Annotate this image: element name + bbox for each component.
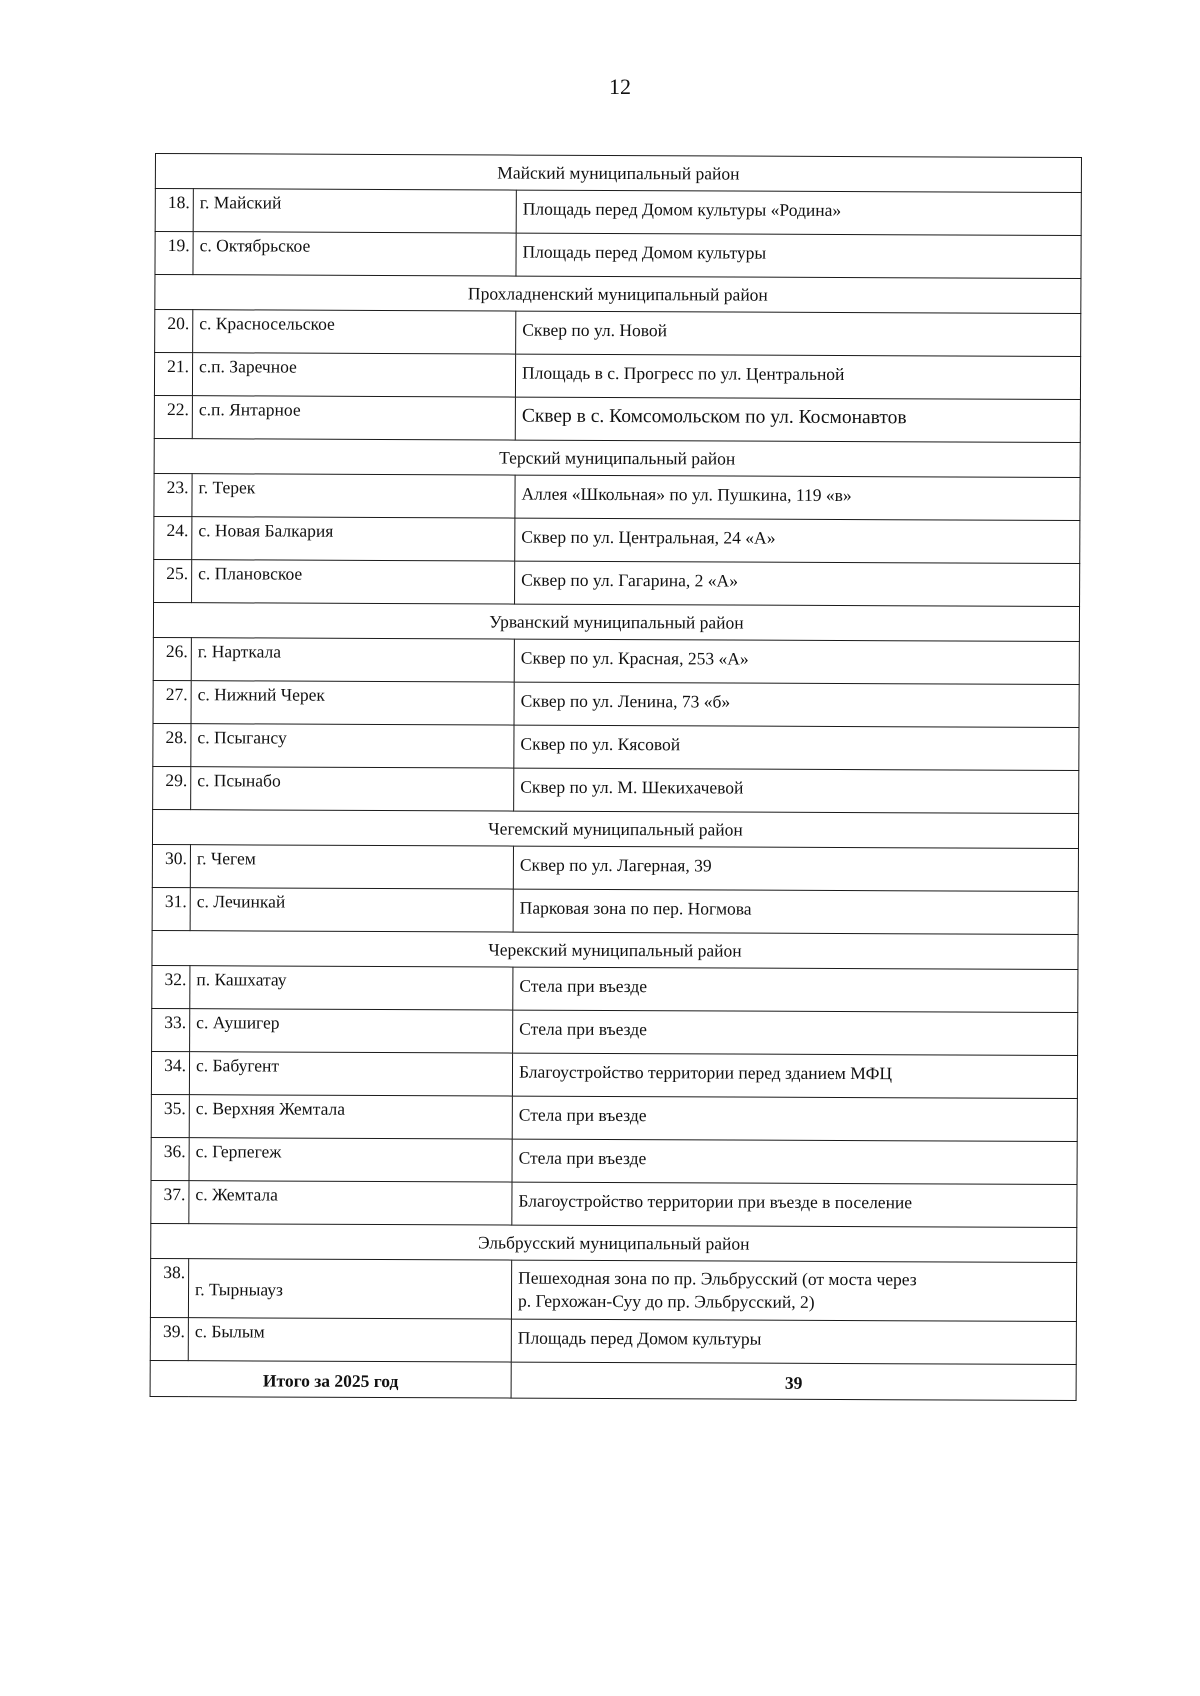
row-number: 35. <box>151 1094 189 1137</box>
settlement-cell: с. Былым <box>188 1318 511 1362</box>
section-header-row <box>152 930 1078 969</box>
section-header-row <box>154 438 1080 477</box>
section-header-row <box>153 602 1079 641</box>
row-number: 22. <box>154 395 192 438</box>
total-label: Итого за 2025 год <box>150 1360 511 1398</box>
objects-table <box>150 153 1082 1401</box>
section-header-row <box>152 809 1078 848</box>
settlement-cell: с. Плановское <box>192 560 515 604</box>
table-row <box>151 1180 1077 1227</box>
row-number: 38. <box>150 1258 188 1317</box>
row-number: 39. <box>150 1317 188 1360</box>
site-cell: Благоустройство территории при въезде в поселение <box>512 1182 1077 1227</box>
total-value: 39 <box>511 1362 1076 1400</box>
row-number: 20. <box>155 310 193 353</box>
settlement-cell: с. Жемтала <box>189 1181 512 1225</box>
site-line: Пешеходная зона по пр. Эльбрусский (от моста через <box>518 1267 917 1290</box>
site-cell: Стела при въезде <box>512 1096 1077 1141</box>
page-number: 12 <box>609 74 631 99</box>
table-row <box>153 723 1079 770</box>
site-cell: Сквер в с. Комсомольском по ул. Космонавтов <box>515 397 1080 442</box>
table-row <box>155 189 1081 236</box>
settlement-cell: г. Терек <box>192 474 515 518</box>
table-row <box>152 1008 1078 1055</box>
site-cell: Аллея «Школьная» по ул. Пушкина, 119 «в» <box>515 475 1080 520</box>
settlement-cell: с. Новая Балкария <box>192 517 515 561</box>
section-title: Терский муниципальный район <box>154 438 1080 477</box>
section-title: Прохладненский муниципальный район <box>155 275 1081 314</box>
table-row <box>151 1051 1077 1098</box>
settlement-cell: с.п. Заречное <box>192 353 515 397</box>
site-cell: Сквер по ул. Кясовой <box>514 725 1079 770</box>
settlement-cell: с. Бабугент <box>189 1052 512 1096</box>
table-row <box>154 473 1080 520</box>
table-row <box>152 844 1078 891</box>
table-row <box>153 680 1079 727</box>
site-cell: Сквер по ул. Красная, 253 «А» <box>514 639 1079 684</box>
section-title: Эльбрусский муниципальный район <box>151 1223 1077 1262</box>
site-cell: Сквер по ул. Гагарина, 2 «А» <box>515 561 1080 606</box>
site-cell: Стела при въезде <box>513 1010 1078 1055</box>
row-number: 27. <box>153 680 191 723</box>
site-cell: Сквер по ул. Лагерная, 39 <box>513 846 1078 891</box>
table-row <box>155 232 1081 279</box>
settlement-cell: г. Чегем <box>190 845 513 889</box>
section-header-row <box>155 154 1081 193</box>
site-cell: Сквер по ул. Ленина, 73 «б» <box>514 682 1079 727</box>
row-number: 24. <box>154 516 192 559</box>
table-row <box>155 310 1081 357</box>
section-header-row <box>155 275 1081 314</box>
settlement-cell: с. Верхняя Жемтала <box>189 1095 512 1139</box>
total-row <box>150 1360 1076 1400</box>
row-number: 37. <box>151 1180 189 1223</box>
settlement-cell: с. Нижний Черек <box>191 681 514 725</box>
table-row <box>154 516 1080 563</box>
site-cell: Сквер по ул. Центральная, 24 «А» <box>515 518 1080 563</box>
site-cell: Благоустройство территории перед зданием МФЦ <box>512 1053 1077 1098</box>
row-number: 21. <box>154 353 192 396</box>
row-number: 23. <box>154 473 192 516</box>
settlement-cell: с. Красносельское <box>193 310 516 354</box>
table-row <box>154 559 1080 606</box>
section-title: Черекский муниципальный район <box>152 930 1078 969</box>
site-cell: Площадь перед Домом культуры «Родина» <box>516 190 1081 235</box>
table-row <box>152 965 1078 1012</box>
section-header-row <box>151 1223 1077 1262</box>
section-title: Майский муниципальный район <box>155 154 1081 193</box>
table-row <box>153 766 1079 813</box>
row-number: 33. <box>152 1008 190 1051</box>
site-cell: Сквер по ул. Новой <box>516 311 1081 356</box>
row-number: 31. <box>152 887 190 930</box>
table-row <box>153 637 1079 684</box>
settlement-cell: с.п. Янтарное <box>192 396 515 440</box>
settlement-cell: с. Лечинкай <box>190 888 513 932</box>
row-number: 36. <box>151 1137 189 1180</box>
settlement-cell: г. Тырныауз <box>188 1259 511 1319</box>
section-title: Чегемский муниципальный район <box>152 809 1078 848</box>
settlement-cell: с. Аушигер <box>190 1009 513 1053</box>
table-row <box>150 1258 1076 1321</box>
settlement-cell: г. Нарткала <box>191 638 514 682</box>
settlement-cell: с. Псыгансу <box>191 724 514 768</box>
site-cell: Сквер по ул. М. Шекихачевой <box>514 768 1079 813</box>
table-row <box>152 887 1078 934</box>
section-title: Урванский муниципальный район <box>153 602 1079 641</box>
site-cell: Площадь в с. Прогресс по ул. Центральной <box>515 354 1080 399</box>
row-number: 25. <box>154 559 192 602</box>
row-number: 34. <box>151 1051 189 1094</box>
row-number: 32. <box>152 965 190 1008</box>
site-cell: Стела при въезде <box>513 967 1078 1012</box>
row-number: 30. <box>152 844 190 887</box>
row-number: 19. <box>155 232 193 275</box>
site-line: р. Герхожан-Суу до пр. Эльбрусский, 2) <box>517 1290 815 1312</box>
table-row <box>154 395 1080 442</box>
settlement-cell: с. Герпегеж <box>189 1138 512 1182</box>
site-cell: Стела при въезде <box>512 1139 1077 1184</box>
table-row <box>150 1317 1076 1364</box>
table-row <box>154 353 1080 400</box>
table-row <box>151 1094 1077 1141</box>
row-number: 29. <box>153 766 191 809</box>
site-cell: Парковая зона по пер. Ногмова <box>513 889 1078 934</box>
settlement-cell: г. Майский <box>193 189 516 233</box>
site-cell: Площадь перед Домом культуры <box>516 233 1081 278</box>
row-number: 26. <box>153 637 191 680</box>
table-row <box>151 1137 1077 1184</box>
settlement-cell: с. Октябрьское <box>193 232 516 276</box>
site-cell <box>511 1260 1076 1321</box>
row-number: 28. <box>153 723 191 766</box>
settlement-cell: с. Псынабо <box>191 767 514 811</box>
row-number: 18. <box>155 189 193 232</box>
site-cell: Площадь перед Домом культуры <box>511 1319 1076 1364</box>
settlement-cell: п. Кашхатау <box>190 966 513 1010</box>
